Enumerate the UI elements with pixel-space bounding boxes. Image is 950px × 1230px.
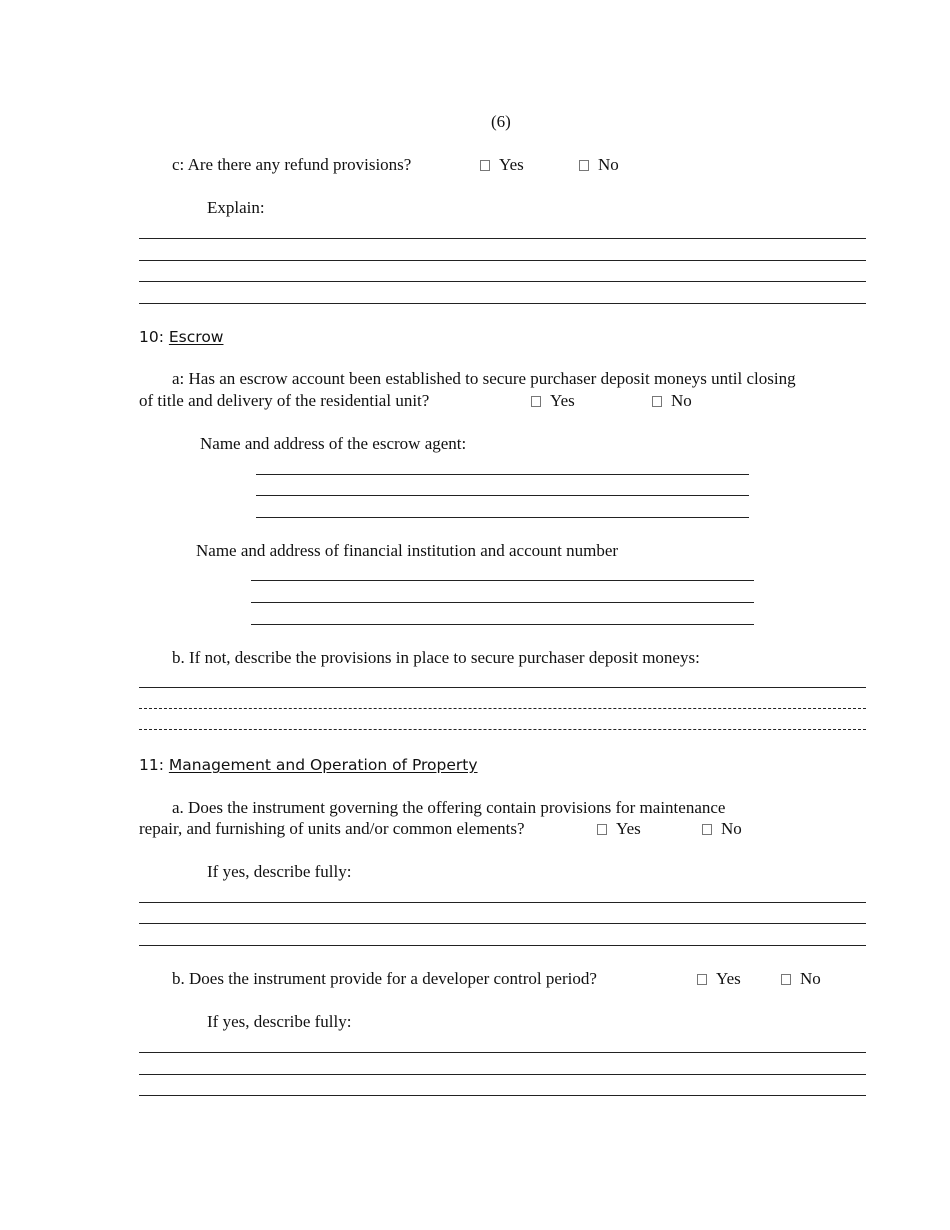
escrow-agent-label: Name and address of the escrow agent: (200, 434, 467, 453)
refund-question: c: Are there any refund provisions? (172, 155, 412, 174)
developer-control-no-checkbox[interactable] (781, 974, 791, 985)
provisions-line-1[interactable] (139, 687, 866, 688)
escrow-agent-line-1[interactable] (256, 474, 749, 475)
developer-control-no-option[interactable] (781, 969, 821, 989)
explain-line-1[interactable] (139, 238, 866, 239)
escrow-agent-line-2[interactable] (256, 495, 749, 496)
explain-line-4[interactable] (139, 303, 866, 304)
provisions-line-2[interactable] (139, 708, 866, 709)
maintenance-no-option[interactable] (702, 819, 742, 839)
section-11-number: 11: (139, 756, 164, 774)
escrow-no-label: No (671, 391, 692, 410)
refund-yes-option[interactable] (480, 155, 524, 175)
escrow-question-a-line1: a: Has an escrow account been established to secure purchaser deposit moneys until closing (172, 369, 796, 388)
maintenance-yes-label: Yes (616, 819, 641, 838)
developer-control-yes-checkbox[interactable] (697, 974, 707, 985)
refund-no-label: No (598, 155, 619, 174)
maintenance-no-checkbox[interactable] (702, 824, 712, 835)
escrow-yes-label: Yes (550, 391, 575, 410)
maintenance-describe-label: If yes, describe fully: (207, 862, 352, 881)
institution-line-2[interactable] (251, 602, 754, 603)
refund-yes-label: Yes (499, 155, 524, 174)
institution-line-1[interactable] (251, 580, 754, 581)
maintenance-line-3[interactable] (139, 945, 866, 946)
developer-control-line-3[interactable] (139, 1095, 866, 1096)
escrow-no-option[interactable] (652, 391, 692, 411)
refund-no-checkbox[interactable] (579, 160, 589, 171)
financial-institution-label: Name and address of financial institution and account number (196, 541, 619, 560)
section-10-title: Escrow (168, 328, 224, 346)
maintenance-line-2[interactable] (139, 923, 866, 924)
institution-line-3[interactable] (251, 624, 754, 625)
escrow-agent-line-3[interactable] (256, 517, 749, 518)
developer-control-describe-label: If yes, describe fully: (207, 1012, 352, 1031)
refund-no-option[interactable] (579, 155, 619, 175)
maintenance-yes-option[interactable] (597, 819, 641, 839)
developer-control-no-label: No (800, 969, 821, 988)
escrow-no-checkbox[interactable] (652, 396, 662, 407)
escrow-yes-option[interactable] (531, 391, 575, 411)
maintenance-yes-checkbox[interactable] (597, 824, 607, 835)
developer-control-line-1[interactable] (139, 1052, 866, 1053)
developer-control-yes-option[interactable] (697, 969, 741, 989)
management-question-a-line1: a. Does the instrument governing the offering contain provisions for maintenance (172, 798, 726, 817)
escrow-question-a-line2: of title and delivery of the residential unit? (139, 391, 430, 410)
maintenance-line-1[interactable] (139, 902, 866, 903)
developer-control-question: b. Does the instrument provide for a developer control period? (172, 969, 597, 988)
page-number: (6) (491, 112, 511, 131)
escrow-question-b: b. If not, describe the provisions in place to secure purchaser deposit moneys: (172, 648, 700, 667)
escrow-yes-checkbox[interactable] (531, 396, 541, 407)
explain-label: Explain: (207, 198, 265, 217)
explain-line-2[interactable] (139, 260, 866, 261)
section-11-title: Management and Operation of Property (168, 756, 478, 774)
developer-control-yes-label: Yes (716, 969, 741, 988)
section-10-number: 10: (139, 328, 164, 346)
maintenance-no-label: No (721, 819, 742, 838)
refund-yes-checkbox[interactable] (480, 160, 490, 171)
section-10-heading (139, 327, 223, 347)
management-question-a-line2: repair, and furnishing of units and/or common elements? (139, 819, 525, 838)
developer-control-line-2[interactable] (139, 1074, 866, 1075)
explain-line-3[interactable] (139, 281, 866, 282)
provisions-line-3[interactable] (139, 729, 866, 730)
section-11-heading (139, 755, 478, 775)
